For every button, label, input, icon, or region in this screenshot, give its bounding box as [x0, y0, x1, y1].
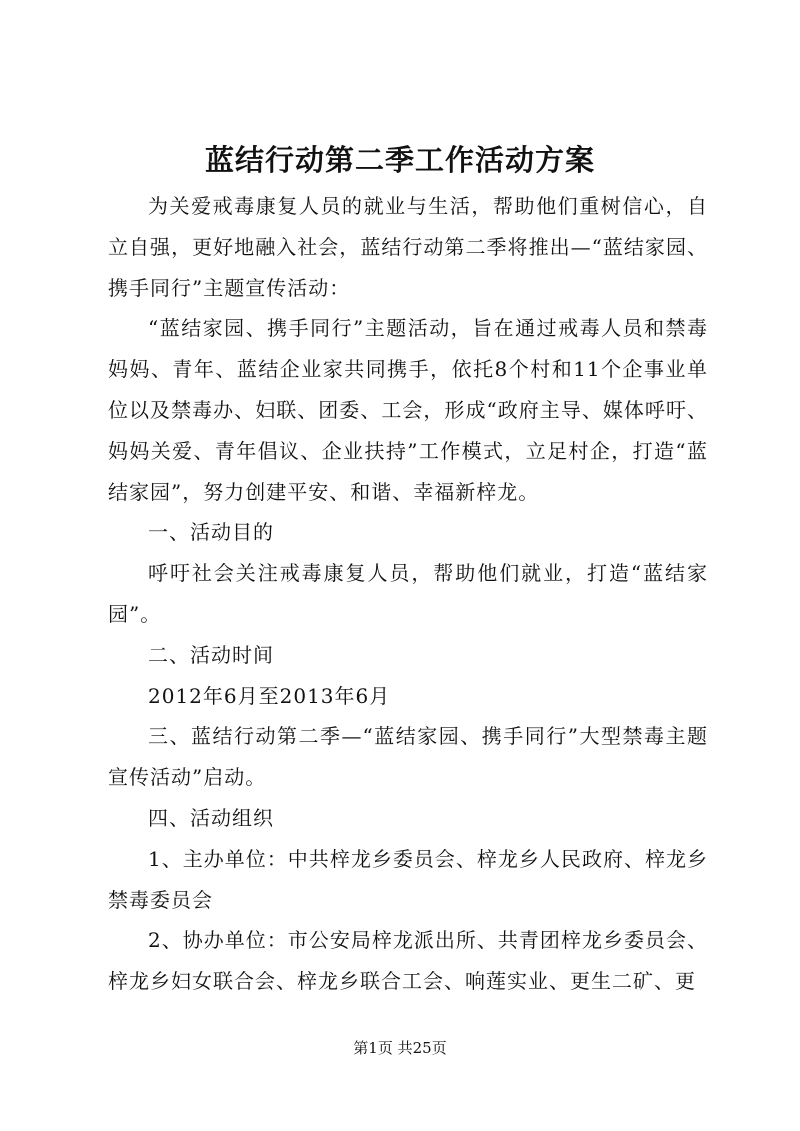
organizer-paragraph: 1、主办单位：中共梓龙乡委员会、梓龙乡人民政府、梓龙乡禁毒委员会: [108, 846, 708, 912]
page-footer: [0, 1038, 800, 1058]
theme-paragraph: “蓝结家园、携手同行”主题活动，旨在通过戒毒人员和禁毒妈妈、青年、蓝结企业家共同携手，依托8个村和11个企事业单位以及禁毒办、妇联、团委、工会，形成“政府主导、媒体呼吁、妈妈关爱、青年倡议、企业扶持”工作模式，立足村企，打造“蓝结家园”，努力创建平安、和谐、幸福新梓龙。: [108, 316, 708, 504]
section-heading-organization: 四、活动组织: [148, 805, 274, 830]
intro-paragraph: 为关爱戒毒康复人员的就业与生活，帮助他们重树信心，自立自强，更好地融入社会，蓝结行动第二季将推出—“蓝结家园、携手同行”主题宣传活动：: [108, 194, 708, 300]
section-heading-purpose: 一、活动目的: [148, 520, 274, 545]
purpose-paragraph: 呼吁社会关注戒毒康复人员，帮助他们就业，打造“蓝结家园”。: [108, 561, 708, 626]
section-heading-time: 二、活动时间: [148, 642, 274, 667]
document-title: 蓝结行动第二季工作活动方案: [204, 143, 595, 177]
document-body: [108, 186, 708, 1002]
co-organizer-paragraph: 2、协办单位：市公安局梓龙派出所、共青团梓龙乡委员会、梓龙乡妇女联合会、梓龙乡联合工会、响莲实业、更生二矿、更: [108, 928, 708, 994]
section-heading-launch: 三、蓝结行动第二季—“蓝结家园、携手同行”大型禁毒主题宣传活动”启动。: [108, 724, 708, 790]
time-paragraph: 2012年6月至2013年6月: [148, 683, 391, 708]
page-number-label: 第1页 共25页: [353, 1039, 447, 1057]
